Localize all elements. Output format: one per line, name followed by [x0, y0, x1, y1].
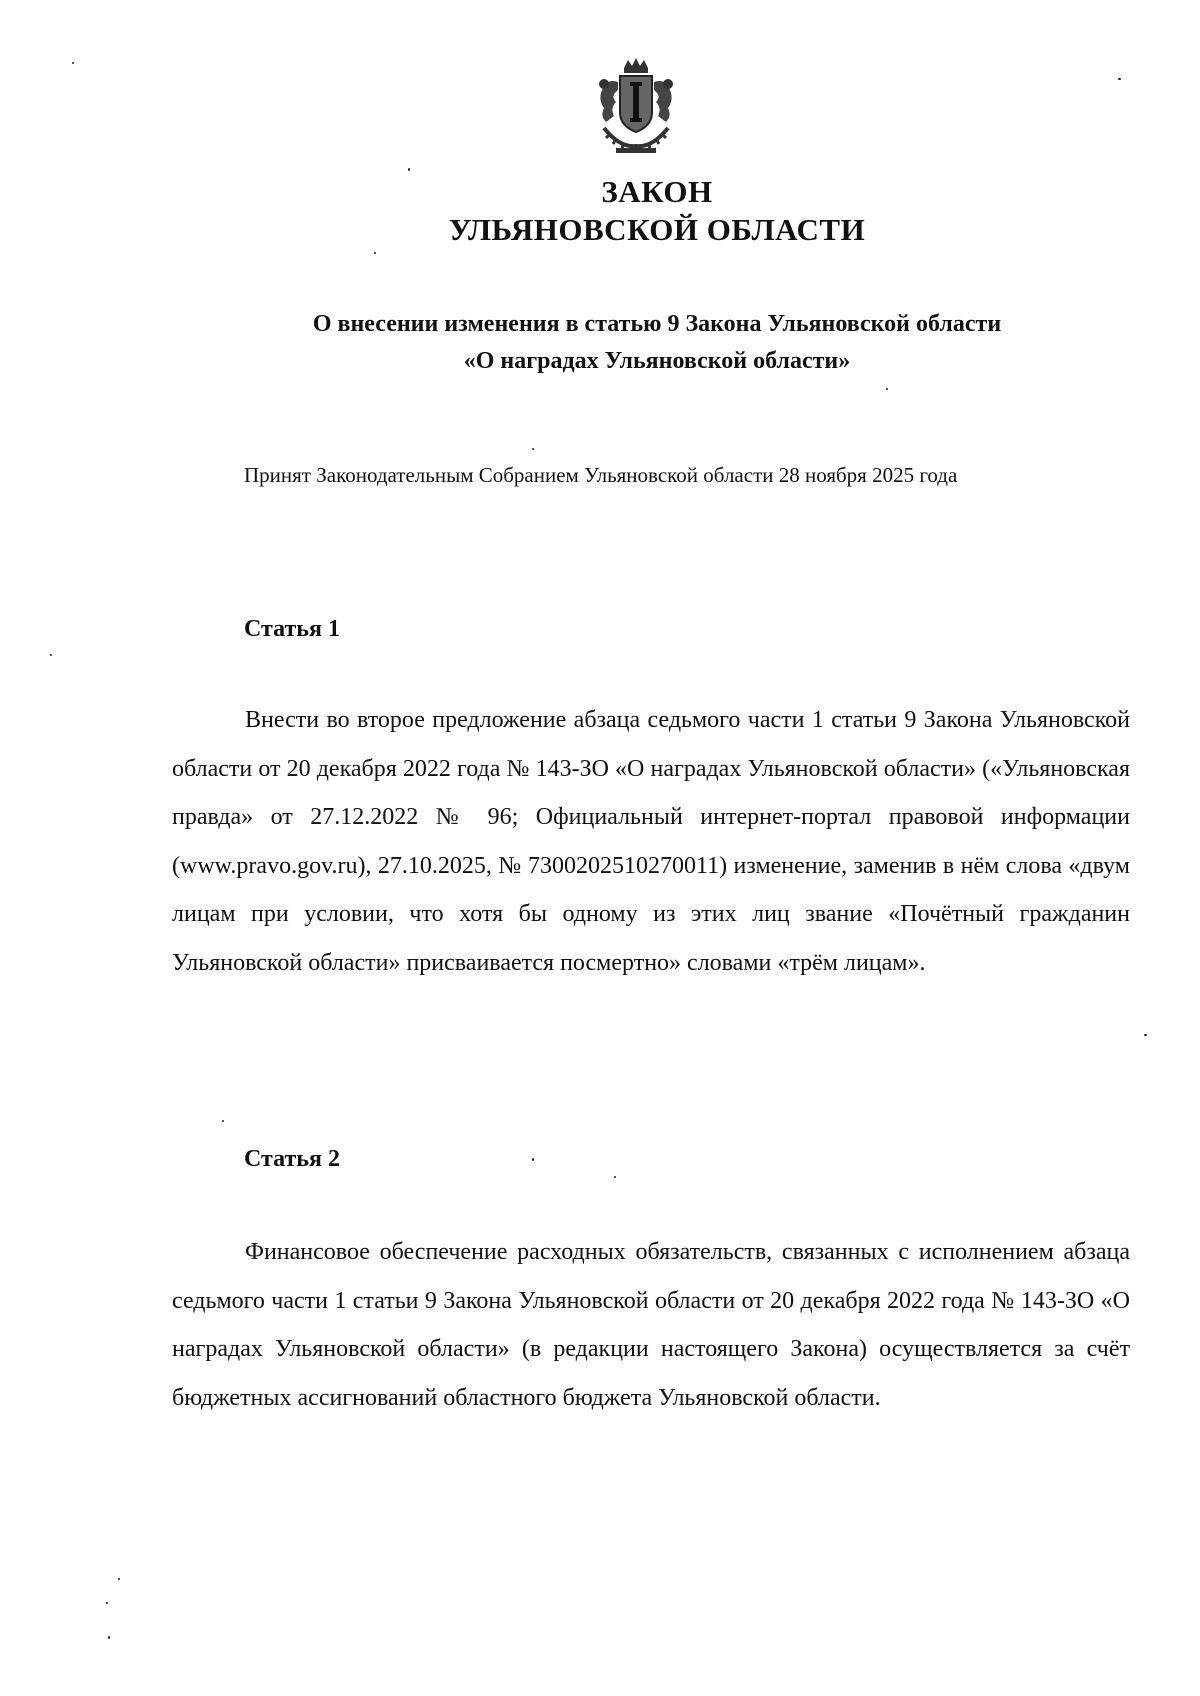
scan-speck	[408, 168, 410, 171]
scan-speck	[118, 1578, 120, 1580]
scan-speck	[106, 1602, 108, 1604]
law-subject-line2: «О наградах Ульяновской области»	[463, 348, 851, 374]
law-title-line1: ЗАКОН	[601, 174, 713, 209]
article-2-text: Финансовое обеспечение расходных обязательств, связанных с исполнением абзаца седьмого части 1 статьи 9 Закона Ульяновской области от 20 декабря 2022 года № 143-ЗО «О наградах Ульяновской области» (в редакции настоящего Закона) осуществляется за счёт бюджетных ассигнований областного бюджета Ульяновской области.	[172, 1239, 1130, 1411]
scan-speck	[1144, 1034, 1147, 1036]
scan-speck	[532, 448, 534, 450]
scan-speck	[886, 388, 888, 390]
coat-of-arms-icon	[590, 56, 682, 156]
article-2-heading: Статья 2	[244, 1146, 340, 1172]
law-title-line2: УЛЬЯНОВСКОЙ ОБЛАСТИ	[448, 212, 866, 247]
scan-speck	[72, 62, 74, 64]
scan-speck	[50, 654, 52, 656]
article-1-heading: Статья 1	[244, 616, 340, 642]
law-subject-line1: О внесении изменения в статью 9 Закона Ульяновской области	[312, 311, 1002, 337]
scan-speck	[108, 1636, 110, 1639]
scan-speck	[1118, 78, 1121, 80]
scan-speck	[374, 252, 376, 254]
adoption-note: Принят Законодательным Собранием Ульяновской области 28 ноября 2025 года	[244, 463, 958, 487]
scan-speck	[532, 1158, 534, 1161]
scan-speck	[222, 1120, 224, 1122]
article-1-text: Внести во второе предложение абзаца седьмого части 1 статьи 9 Закона Ульяновской области от 20 декабря 2022 года № 143-ЗО «О наградах Ульяновской области» («Ульяновская правда» от 27.12.2022 № 96; Официальный интернет-портал правовой информации (www.pravo.gov.ru), 27.10.2025, № 7300202510270011) изменение, заменив в нём слова «двум лицам при условии, что хотя бы одному из этих лиц звание «Почётный гражданин Ульяновской области» присваивается посмертно» словами «трём лицам».	[172, 707, 1130, 976]
scan-speck	[614, 1176, 616, 1178]
